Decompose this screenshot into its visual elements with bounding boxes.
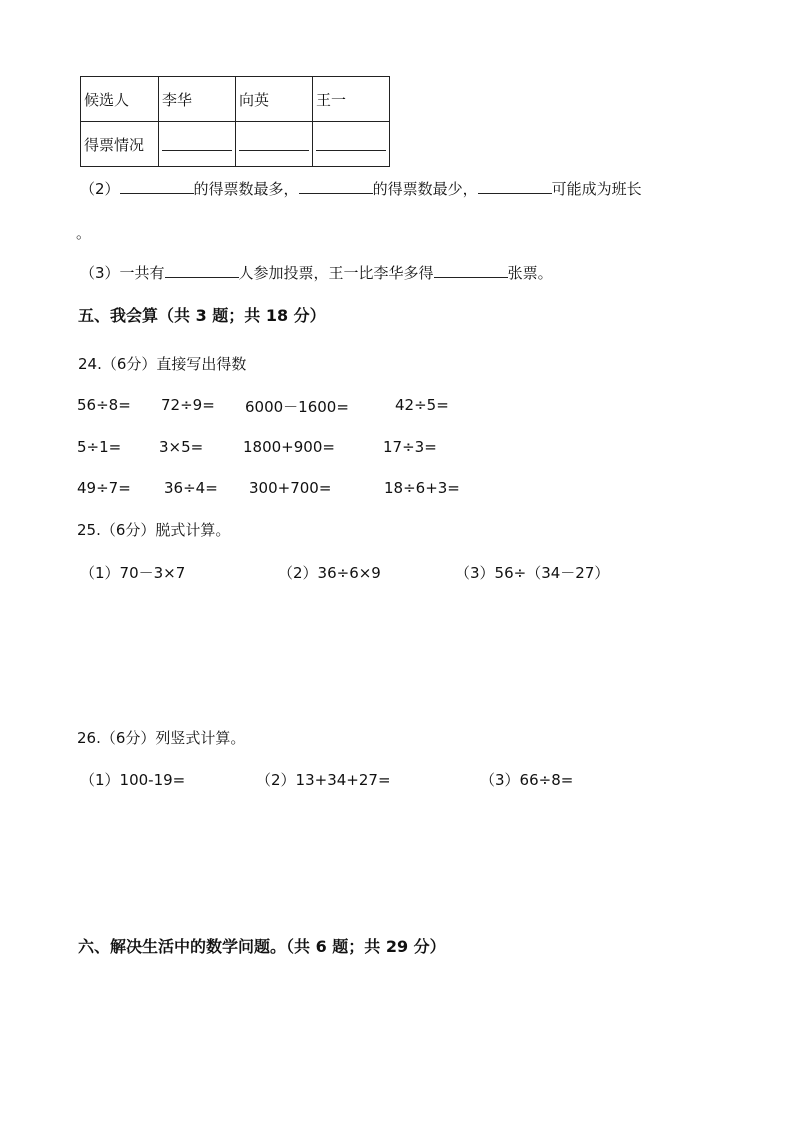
arith-item: 17÷3= <box>383 438 437 456</box>
answer-blank[interactable] <box>299 179 373 194</box>
question-2 <box>80 178 642 199</box>
arith-item: 1800+900= <box>243 438 335 456</box>
arith-item: 6000－1600= <box>245 398 349 416</box>
question-text: 张票。 <box>507 264 553 282</box>
question-26-title: 26.（6分）列竖式计算。 <box>77 729 246 747</box>
section-heading-5: 五、我会算（共 3 题；共 18 分） <box>78 306 326 325</box>
blank-cell[interactable] <box>236 122 313 167</box>
question-2-end: 。 <box>76 224 92 242</box>
table-cell: 王一 <box>313 77 390 122</box>
question-text: （3）一共有 <box>80 264 165 282</box>
table-row <box>81 122 390 167</box>
question-3 <box>80 262 553 283</box>
question-text: 的得票数最多， <box>193 180 299 198</box>
table-cell: 李华 <box>159 77 236 122</box>
arith-item: 42÷5= <box>395 396 449 414</box>
arith-item: 36÷4= <box>164 479 218 497</box>
table-cell: 向英 <box>236 77 313 122</box>
question-25-title: 25.（6分）脱式计算。 <box>77 521 231 539</box>
blank-cell[interactable] <box>313 122 390 167</box>
answer-blank[interactable] <box>165 263 239 278</box>
calc-item: （2）13+34+27= <box>256 771 391 789</box>
calc-item: （1）70－3×7 <box>80 564 186 582</box>
question-text: 可能成为班长 <box>551 180 642 198</box>
arith-item: 56÷8= <box>77 396 131 414</box>
arith-item: 72÷9= <box>161 396 215 414</box>
answer-blank[interactable] <box>478 179 552 194</box>
question-24-title: 24.（6分）直接写出得数 <box>78 355 247 373</box>
arith-item: 300+700= <box>249 479 332 497</box>
table-row <box>81 77 390 122</box>
vote-table <box>80 76 390 167</box>
arith-item: 49÷7= <box>77 479 131 497</box>
arith-item: 18÷6+3= <box>384 479 460 497</box>
question-text: 的得票数最少， <box>372 180 478 198</box>
calc-item: （2）36÷6×9 <box>278 564 381 582</box>
calc-item: （3）56÷（34－27） <box>455 564 610 582</box>
arith-item: 3×5= <box>159 438 204 456</box>
table-cell: 候选人 <box>81 77 159 122</box>
answer-blank[interactable] <box>120 179 194 194</box>
arith-item: 5÷1= <box>77 438 122 456</box>
question-text: 人参加投票，王一比李华多得 <box>238 264 434 282</box>
calc-item: （3）66÷8= <box>480 771 574 789</box>
calc-item: （1）100-19= <box>80 771 186 789</box>
question-number: （2） <box>80 180 120 198</box>
table-cell: 得票情况 <box>81 122 159 167</box>
blank-cell[interactable] <box>159 122 236 167</box>
answer-blank[interactable] <box>434 263 508 278</box>
section-heading-6: 六、解决生活中的数学问题。（共 6 题；共 29 分） <box>78 937 446 956</box>
